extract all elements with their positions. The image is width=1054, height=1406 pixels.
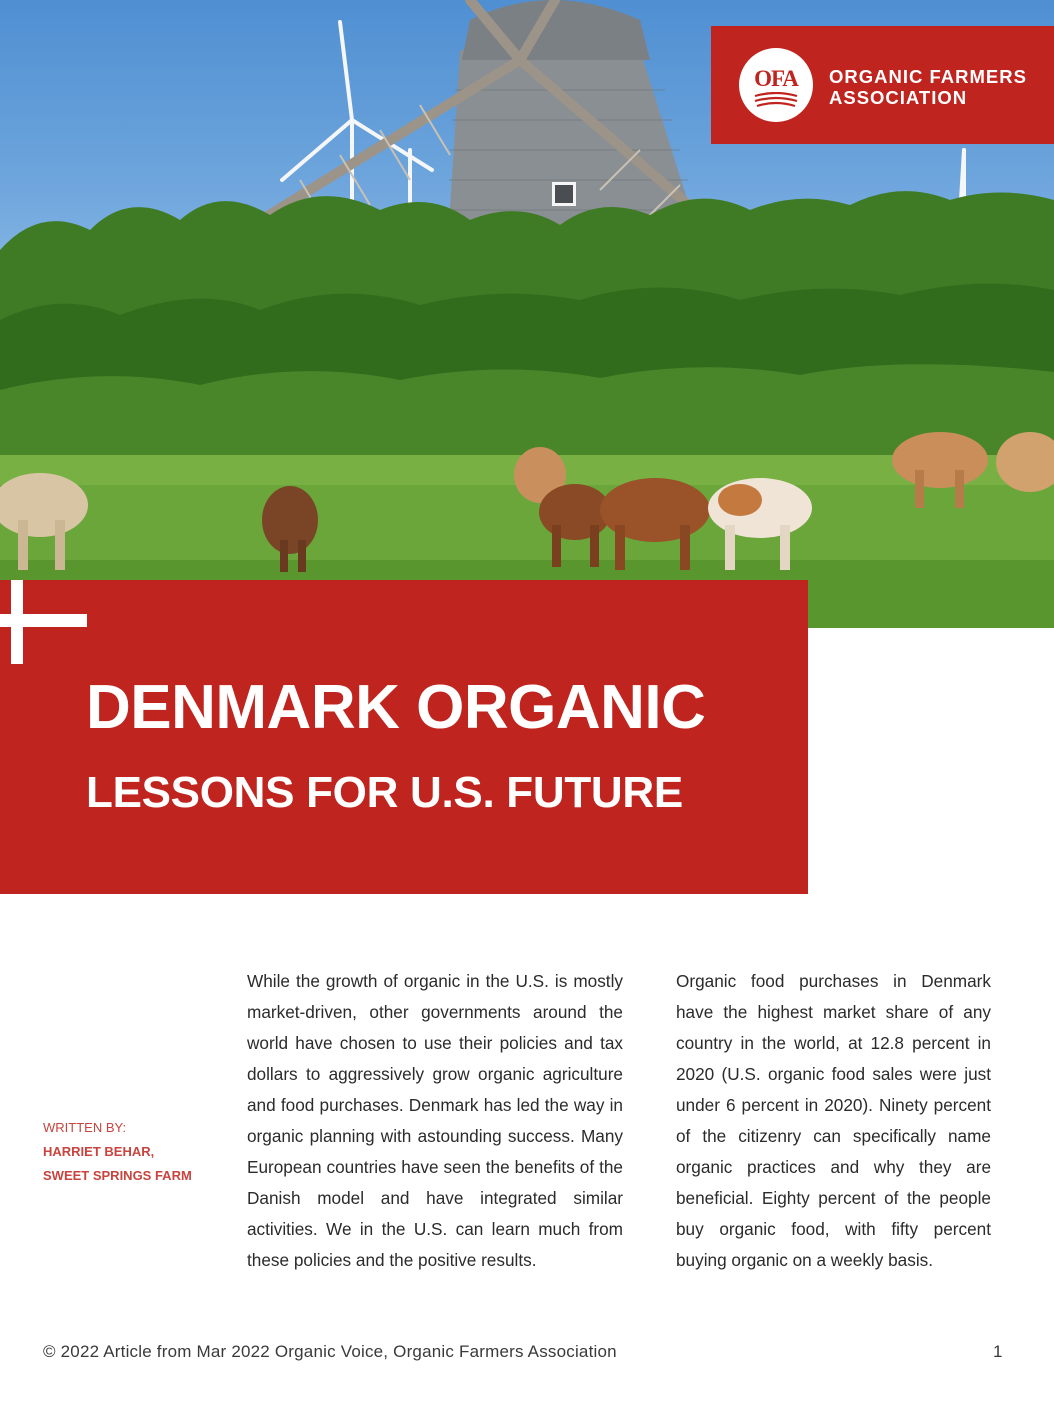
page-subtitle: LESSONS FOR U.S. FUTURE [86,768,683,817]
footer-copyright: © 2022 Article from Mar 2022 Organic Voice, Organic Farmers Association [43,1342,617,1361]
ofa-emblem-icon [739,48,813,122]
danish-cross-bar [0,614,87,627]
field-waves-icon [753,92,799,108]
logo-wordmark [829,66,1027,108]
author-farm: SWEET SPRINGS FARM [43,1168,192,1183]
body-column-1: While the growth of organic in the U.S. is mostly market-driven, other governments around the world have chosen to use their policies and tax dollars to aggressively grow organic agriculture and food purchases. Denmark has led the way in organic planning with astounding success. Many European countries have seen the benefits of the Danish model and have integrated similar activities. We in the U.S. can learn much from these policies and the positive results. [247,971,623,1270]
page-number: 1 [993,1342,1003,1361]
logo-line-1: ORGANIC FARMERS [829,66,1027,87]
byline [43,1116,192,1188]
page-title: DENMARK ORGANIC [86,673,706,742]
author-name: HARRIET BEHAR, [43,1144,155,1159]
ofa-logo[interactable] [711,26,1054,144]
body-column-2: Organic food purchases in Denmark have the highest market share of any country in the world, at 12.8 percent in 2020 (U.S. organic food sales were just under 6 percent in 2020). Ninety percent of the citizenry can specifically name organic practices and why they are beneficial. Eighty percent of the people buy organic food, with fifty percent buying organic on a weekly basis. [676,971,991,1270]
emblem-text: OFA [754,65,798,91]
byline-label: WRITTEN BY: [43,1120,127,1135]
logo-line-2: ASSOCIATION [829,87,968,108]
